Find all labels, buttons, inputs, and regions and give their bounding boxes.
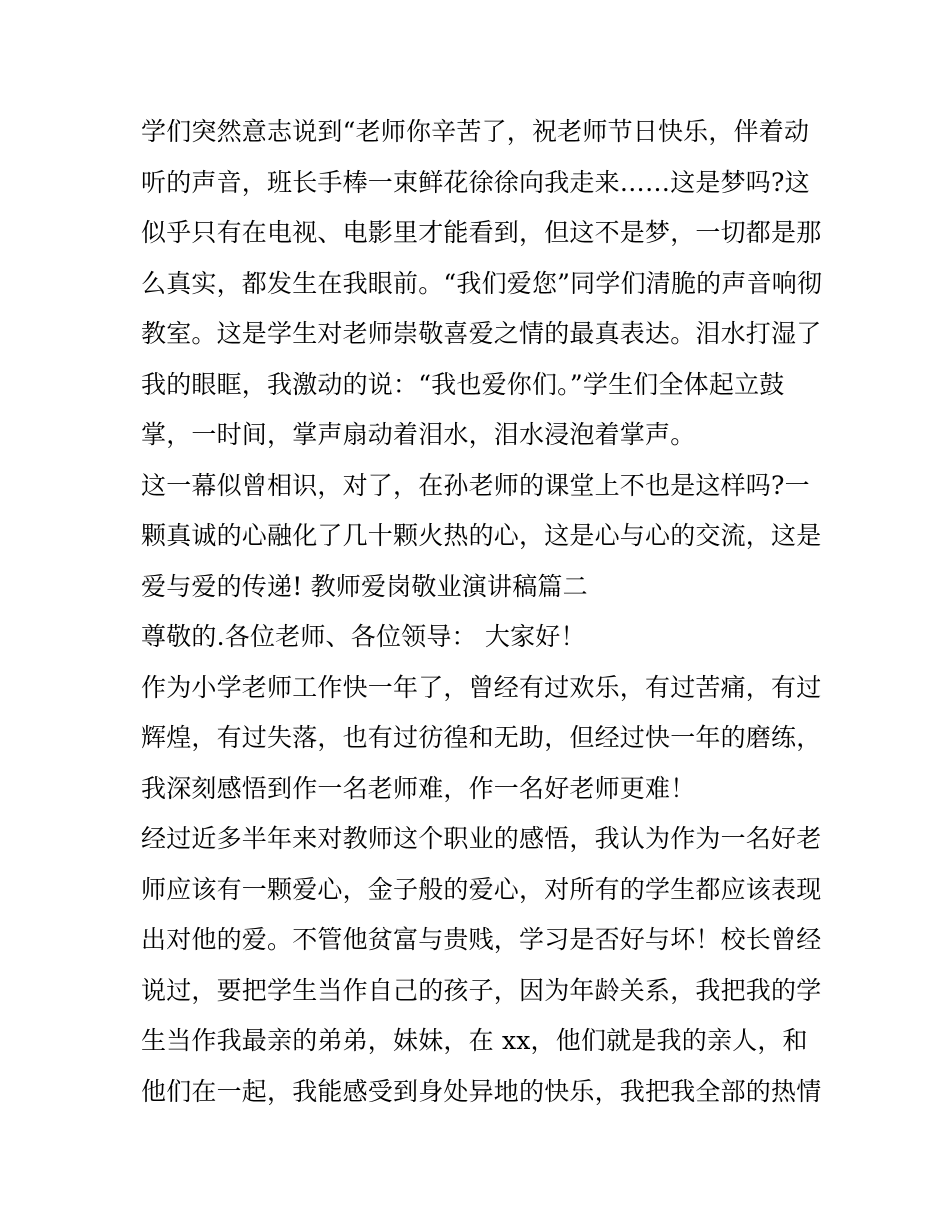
text-line: 作为小学老师工作快一年了，曾经有过欢乐，有过苦痛，有过	[141, 672, 822, 702]
text-line: 说过，要把学生当作自己的孩子，因为年龄关系，我把我的学	[141, 975, 822, 1005]
text-line: 教室。这是学生对老师崇敬喜爱之情的最真表达。泪水打湿了	[141, 319, 822, 348]
text-line: 出对他的爱。不管他贫富与贵贱，学习是否好与坏！校长曾经	[141, 925, 822, 954]
text-line: 生当作我最亲的弟弟，妹妹，在 xx，他们就是我的亲人，和	[141, 1026, 808, 1055]
text-line: 爱与爱的传递! 教师爱岗敬业演讲稿篇二	[141, 571, 588, 601]
text-line: 这一幕似曾相识，对了，在孙老师的课堂上不也是这样吗?一	[141, 470, 810, 500]
text-line: 颗真诚的心融化了几十颗火热的心，这是心与心的交流，这是	[141, 521, 822, 550]
text-line: 师应该有一颗爱心，金子般的爱心，对所有的学生都应该表现	[141, 874, 822, 904]
text-line: 学们突然意志说到“老师你辛苦了，祝老师节日快乐，伴着动	[141, 117, 810, 146]
text-line: 辉煌，有过失落，也有过彷徨和无助，但经过快一年的磨练，	[141, 723, 822, 752]
text-line: 似乎只有在电视、电影里才能看到，但这不是梦，一切都是那	[141, 218, 822, 247]
body-text	[141, 107, 821, 1117]
text-line: 经过近多半年来对教师这个职业的感悟，我认为作为一名好老	[141, 824, 822, 853]
text-line: 我深刻感悟到作一名老师难，作一名好老师更难！	[141, 773, 696, 803]
text-line: 我的眼眶，我激动的说：“我也爱你们。”学生们全体起立鼓	[141, 369, 785, 399]
text-line: 么真实，都发生在我眼前。“我们爱您”同学们清脆的声音响彻	[141, 268, 823, 298]
text-line: 听的声音，班长手棒一束鲜花徐徐向我走来……这是梦吗?这	[141, 167, 810, 197]
text-line: 尊敬的.各位老师、各位领导： 大家好！	[141, 622, 586, 651]
text-line: 掌，一时间，掌声扇动着泪水，泪水浸泡着掌声。	[141, 420, 696, 449]
text-line: 他们在一起，我能感受到身处异地的快乐，我把我全部的热情	[141, 1076, 822, 1106]
